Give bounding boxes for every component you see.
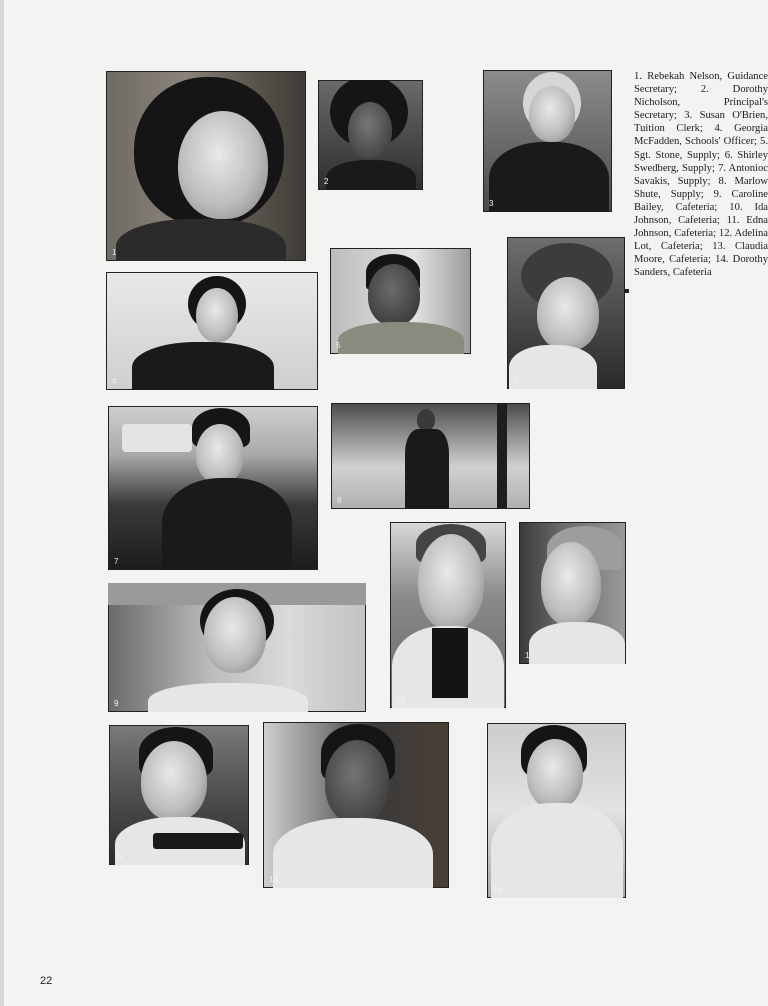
photo-9 — [108, 583, 366, 712]
tick-mark — [625, 289, 629, 293]
photo-4 — [106, 272, 318, 390]
photo-13 — [263, 722, 449, 888]
photo-6 — [507, 237, 625, 389]
photo-number: 7 — [114, 557, 119, 566]
photo-number: 6 — [513, 376, 518, 385]
photo-11 — [519, 522, 626, 664]
photo-1 — [106, 71, 306, 261]
photo-5 — [330, 248, 471, 354]
photo-number: 12 — [115, 852, 124, 861]
photo-number: 3 — [489, 199, 494, 208]
photo-number: 10 — [396, 695, 405, 704]
caption: 1. Rebekah Nelson, Guidance Secretary; 2. Dorothy Nicholson, Principal's Secretary; 3. Susan O'Brien, Tuition Clerk; 4. Georgia McFadden, Schools' Officer; 5. Sgt. Stone, Supply; 6. Shirley Swedberg, Supply; 7. Antonioc Savakis, Supply; 8. Marlow Shute, Supply; 9. Caroline Bailey, Cafeteria; 10. Ida Johnson, Cafeteria; 11. Edna Johnson, Cafeteria; 12. Adelina Lot, Cafeteria; 13. Claudia Moore, Cafeteria; 14. Dorothy Sanders, Cafeteria — [634, 71, 768, 279]
photo-12 — [109, 725, 249, 865]
photo-number: 9 — [114, 699, 119, 708]
photo-number: 8 — [337, 496, 342, 505]
photo-number: 1 — [112, 248, 117, 257]
photo-7 — [108, 406, 318, 570]
photo-number: 13 — [269, 875, 278, 884]
photo-8 — [331, 403, 530, 509]
photo-2 — [318, 80, 423, 190]
photo-10 — [390, 522, 506, 708]
photo-3 — [483, 70, 612, 212]
photo-number: 14 — [493, 885, 502, 894]
page-number: 22 — [40, 975, 53, 987]
photo-14 — [487, 723, 626, 898]
photo-number: 1 — [525, 651, 530, 660]
page-edge — [0, 0, 4, 1006]
photo-number: 5 — [336, 341, 341, 350]
photo-number: 4 — [112, 377, 117, 386]
photo-number: 2 — [324, 177, 329, 186]
